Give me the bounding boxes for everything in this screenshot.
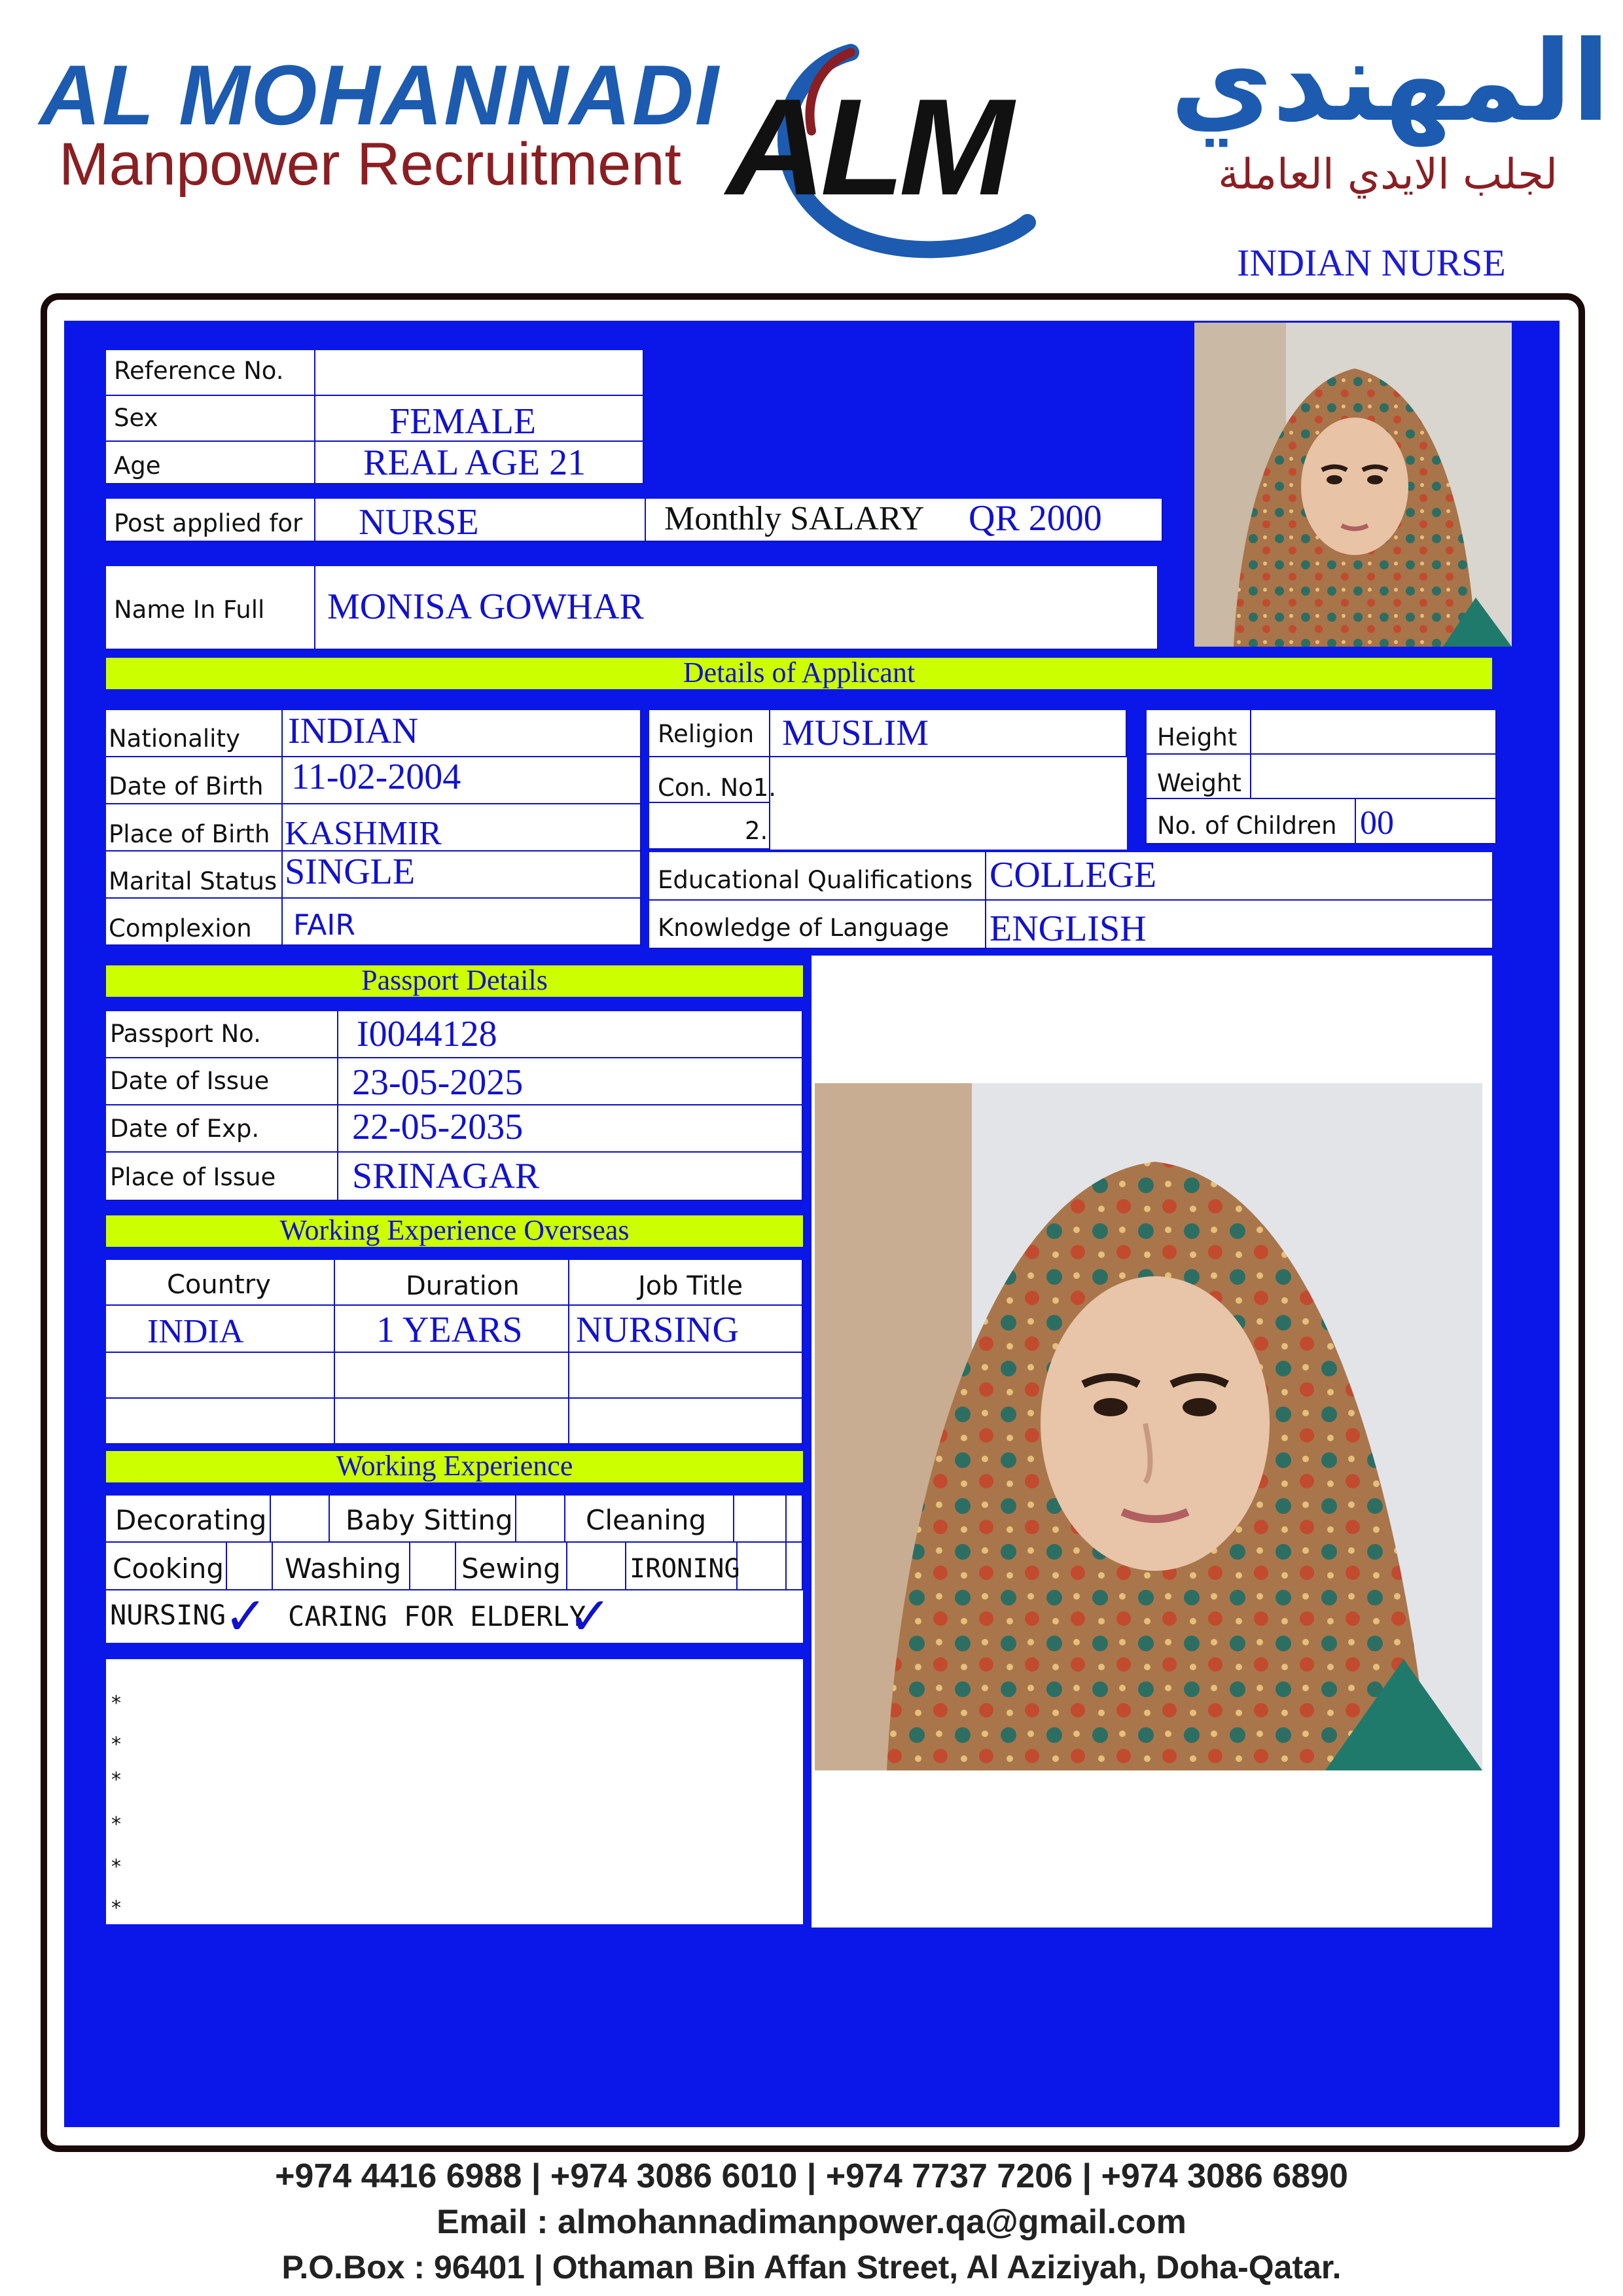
exp-cleaning: Cleaning xyxy=(586,1504,707,1536)
complexion-label: Complexion xyxy=(109,914,252,942)
details-header: Details of Applicant xyxy=(106,658,1492,689)
reference-label: Reference No. xyxy=(114,357,284,385)
dob-value: 11-02-2004 xyxy=(291,757,461,797)
pob-value: KASHMIR xyxy=(285,815,442,852)
passport-place-label: Place of Issue xyxy=(110,1163,276,1191)
passport-exp-value: 22-05-2035 xyxy=(352,1107,524,1147)
exp-decorating: Decorating xyxy=(115,1504,267,1536)
sex-value: FEMALE xyxy=(389,401,536,442)
overseas-header: Working Experience Overseas xyxy=(106,1215,803,1247)
note-bullet: * xyxy=(111,1813,121,1836)
name-value: MONISA GOWHAR xyxy=(327,586,644,627)
salary-value: QR 2000 xyxy=(969,498,1102,539)
note-bullet: * xyxy=(111,1856,121,1878)
logo-arabic-subtitle: لجلب الايدي العاملة xyxy=(1218,151,1558,199)
contact2-label: 2. xyxy=(745,817,768,845)
passport-issue-value: 23-05-2025 xyxy=(352,1062,524,1103)
post-value: NURSE xyxy=(359,502,479,543)
marital-value: SINGLE xyxy=(285,852,416,892)
experience-header: Working Experience xyxy=(106,1451,803,1482)
complexion-value: FAIR xyxy=(293,908,355,942)
footer-address: P.O.Box : 96401 | Othaman Bin Affan Street, Al Aziziyah, Doha-Qatar. xyxy=(281,2249,1342,2286)
children-value: 00 xyxy=(1360,804,1394,842)
exp-caring: CARING FOR ELDERLY xyxy=(288,1600,586,1632)
note-bullet: * xyxy=(111,1733,121,1756)
education-value: COLLEGE xyxy=(990,855,1157,895)
exp-baby-sitting: Baby Sitting xyxy=(346,1504,513,1536)
nationality-label: Nationality xyxy=(109,725,240,753)
age-label: Age xyxy=(114,452,161,480)
note-bullet: * xyxy=(111,1768,121,1791)
religion-value: MUSLIM xyxy=(782,713,929,753)
nursing-check-icon: ✓ xyxy=(224,1586,268,1647)
exp-ironing: IRONING xyxy=(630,1554,740,1584)
nationality-value: INDIAN xyxy=(288,711,419,751)
dob-label: Date of Birth xyxy=(109,772,264,800)
logo-english-name: AL MOHANNADI xyxy=(39,47,720,143)
passport-number-label: Passport No. xyxy=(110,1020,261,1048)
salary-label: Monthly SALARY xyxy=(664,500,925,537)
marital-label: Marital Status xyxy=(109,867,277,895)
passport-place-value: SRINAGAR xyxy=(352,1156,540,1196)
logo-arabic-name: المهندي xyxy=(1170,17,1610,147)
overseas-duration-header: Duration xyxy=(406,1271,520,1301)
note-bullet: * xyxy=(111,1897,121,1920)
footer-email: Email : almohannadimanpower.qa@gmail.com xyxy=(437,2203,1186,2241)
name-label: Name In Full xyxy=(114,596,265,624)
overseas-country-header: Country xyxy=(167,1270,271,1300)
passport-issue-label: Date of Issue xyxy=(110,1067,270,1095)
pob-label: Place of Birth xyxy=(109,820,270,848)
weight-label: Weight xyxy=(1157,769,1241,797)
passport-header: Passport Details xyxy=(106,965,803,997)
height-label: Height xyxy=(1157,723,1238,751)
exp-washing: Washing xyxy=(285,1552,402,1585)
language-label: Knowledge of Language xyxy=(658,914,950,942)
passport-number-value: I0044128 xyxy=(357,1014,497,1054)
overseas-job-header: Job Title xyxy=(638,1271,743,1301)
post-label: Post applied for xyxy=(114,509,303,537)
logo-mark: ALM xyxy=(726,70,1008,224)
document-title: INDIAN NURSE xyxy=(1237,242,1506,284)
overseas-job-value: NURSING xyxy=(576,1310,739,1350)
overseas-country-value: INDIA xyxy=(147,1313,244,1350)
applicant-photo-small xyxy=(1194,323,1512,647)
note-bullet: * xyxy=(111,1692,121,1715)
language-value: ENGLISH xyxy=(990,908,1147,949)
age-value: REAL AGE 21 xyxy=(363,442,586,483)
applicant-photo-large xyxy=(815,1083,1482,1770)
children-label: No. of Children xyxy=(1157,812,1337,840)
contact1-label: Con. No1. xyxy=(658,774,777,802)
notes-box xyxy=(106,1659,803,1924)
overseas-duration-value: 1 YEARS xyxy=(376,1310,523,1350)
logo-english-subtitle: Manpower Recruitment xyxy=(59,131,682,198)
religion-label: Religion xyxy=(658,720,755,748)
exp-sewing: Sewing xyxy=(461,1552,561,1585)
footer-phones: +974 4416 6988 | +974 3086 6010 | +974 7737 7206 | +974 3086 6890 xyxy=(275,2157,1348,2195)
caring-check-icon: ✓ xyxy=(568,1586,613,1647)
exp-nursing: NURSING xyxy=(110,1599,226,1631)
exp-cooking: Cooking xyxy=(113,1552,224,1585)
passport-exp-label: Date of Exp. xyxy=(110,1115,260,1143)
education-label: Educational Qualifications xyxy=(658,866,973,894)
sex-label: Sex xyxy=(114,404,158,432)
